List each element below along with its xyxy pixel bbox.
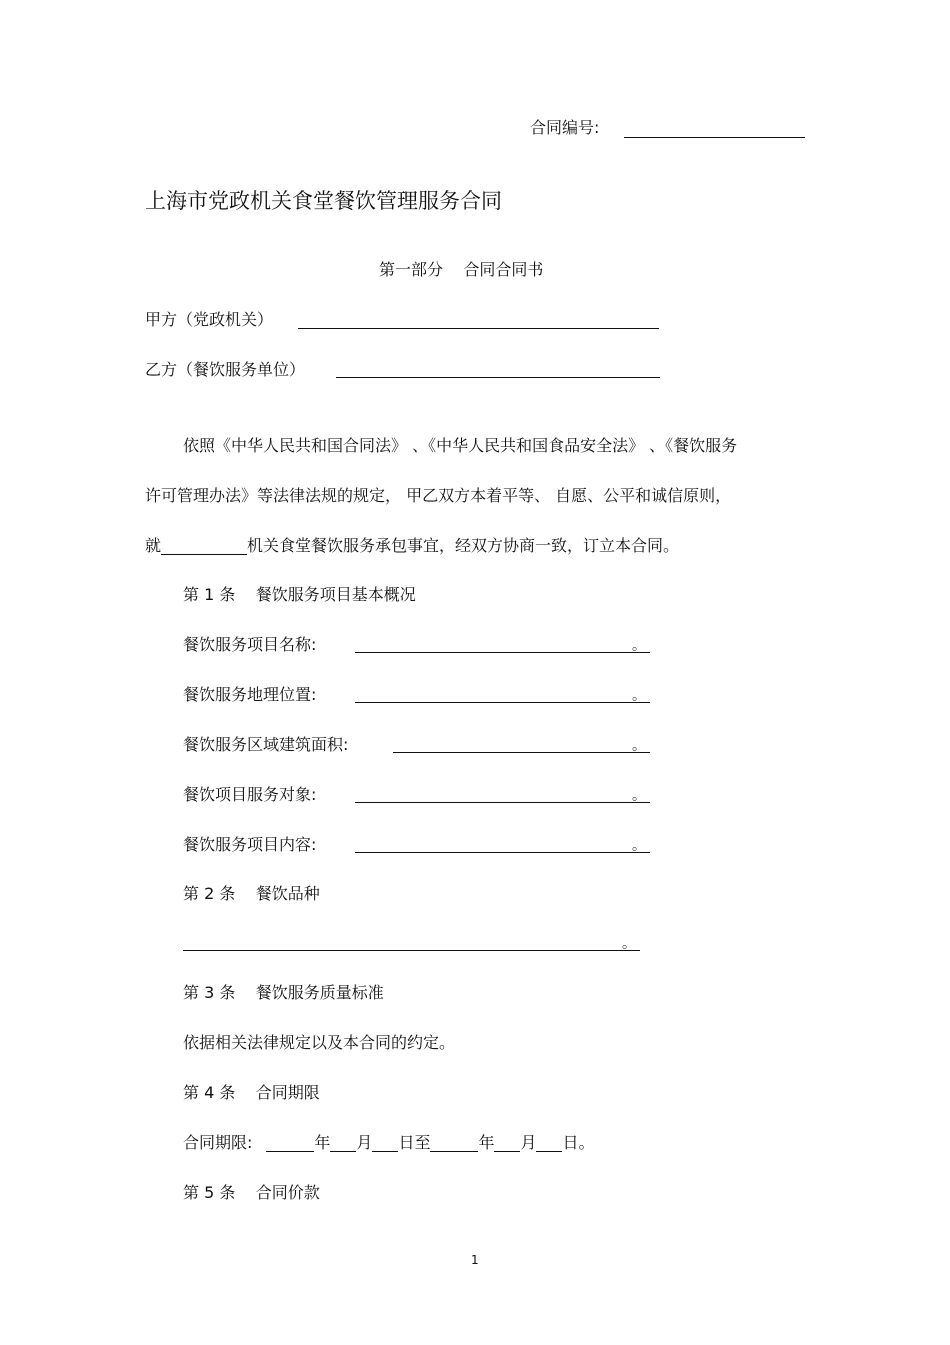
area-field[interactable] <box>393 752 650 753</box>
article-3-text: 依据相关法律规定以及本合同的约定。 <box>183 1033 456 1052</box>
party-b-field[interactable] <box>336 377 660 378</box>
article-5-heading: 第 5 条 合同价款 <box>183 1183 320 1202</box>
start-day-unit: 日至 <box>398 1133 431 1152</box>
location-end-mark: 。 <box>632 688 646 704</box>
start-month-field[interactable] <box>330 1135 356 1152</box>
preamble-line-1: 依照《中华人民共和国合同法》 、《中华人民共和国食品安全法》 、《餐饮服务 <box>183 436 738 455</box>
start-year-field[interactable] <box>266 1135 314 1152</box>
preamble-line-3-suffix: 机关食堂餐饮服务承包事宜，经双方协商一致，订立本合同。 <box>247 536 680 555</box>
page-number: 1 <box>471 1253 479 1267</box>
end-month-field[interactable] <box>494 1135 520 1152</box>
party-a-label: 甲方（党政机关） <box>145 310 274 329</box>
end-year-unit: 年 <box>478 1133 495 1152</box>
start-month-unit: 月 <box>356 1133 373 1152</box>
location-label: 餐饮服务地理位置: <box>183 685 317 704</box>
article-1-heading: 第 1 条 餐饮服务项目基本概况 <box>183 585 416 604</box>
article-2-heading: 第 2 条 餐饮品种 <box>183 884 320 903</box>
end-year-field[interactable] <box>430 1135 478 1152</box>
end-day-field[interactable] <box>536 1135 562 1152</box>
party-b-label: 乙方（餐饮服务单位） <box>145 360 306 379</box>
preamble-line-3 <box>145 536 679 556</box>
end-month-unit: 月 <box>520 1133 537 1152</box>
service-target-end-mark: 。 <box>632 788 646 804</box>
catering-variety-end-mark: 。 <box>622 936 636 952</box>
start-day-field[interactable] <box>372 1135 398 1152</box>
preamble-line-2: 许可管理办法》等法律法规的规定， 甲乙双方本着平等、 自愿、公平和诚信原则， <box>145 486 732 505</box>
project-name-label: 餐饮服务项目名称: <box>183 635 317 654</box>
project-content-field[interactable] <box>355 852 650 853</box>
location-field[interactable] <box>355 702 650 703</box>
area-end-mark: 。 <box>632 738 646 754</box>
end-day-unit: 日。 <box>562 1133 595 1152</box>
article-4-heading: 第 4 条 合同期限 <box>183 1083 320 1102</box>
service-target-field[interactable] <box>355 802 650 803</box>
cafeteria-name-field[interactable] <box>161 538 247 555</box>
section-heading: 第一部分 合同合同书 <box>379 260 544 279</box>
project-content-label: 餐饮服务项目内容: <box>183 835 317 854</box>
contract-number-label: 合同编号: <box>530 118 600 137</box>
project-name-end-mark: 。 <box>632 638 646 654</box>
contract-term-label: 合同期限: <box>183 1133 253 1152</box>
service-target-label: 餐饮项目服务对象: <box>183 785 317 804</box>
catering-variety-field[interactable] <box>183 950 640 951</box>
start-year-unit: 年 <box>314 1133 331 1152</box>
party-a-field[interactable] <box>298 328 659 329</box>
preamble-line-3-prefix: 就 <box>145 536 162 555</box>
contract-number-field[interactable] <box>624 137 805 138</box>
project-name-field[interactable] <box>355 652 650 653</box>
document-title: 上海市党政机关食堂餐饮管理服务合同 <box>145 189 502 213</box>
article-3-heading: 第 3 条 餐饮服务质量标准 <box>183 983 384 1002</box>
project-content-end-mark: 。 <box>632 838 646 854</box>
area-label: 餐饮服务区域建筑面积: <box>183 735 349 754</box>
contract-term-line <box>183 1133 595 1153</box>
